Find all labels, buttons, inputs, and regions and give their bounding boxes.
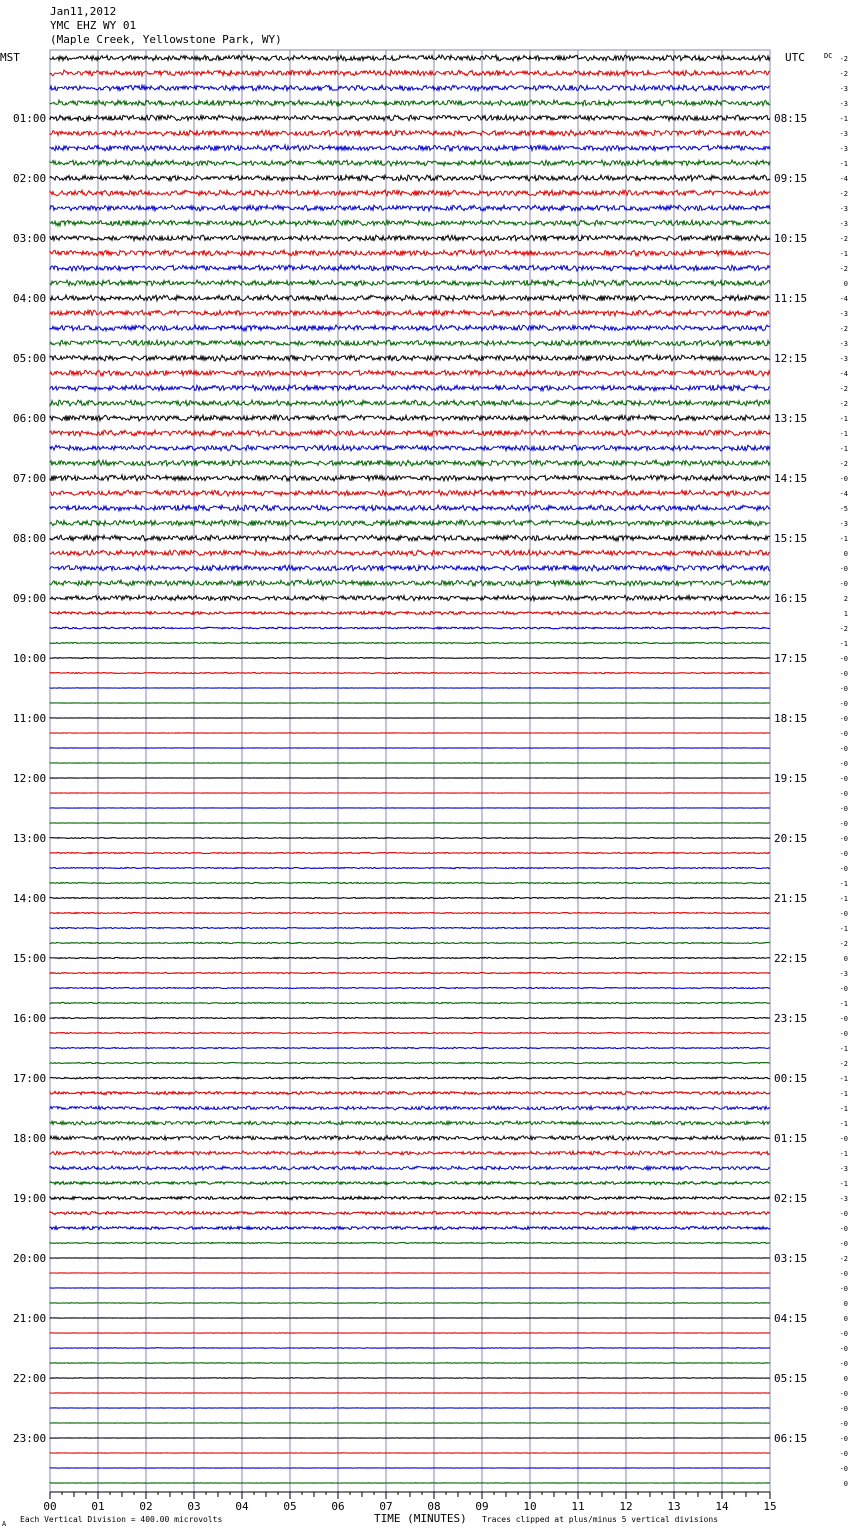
x-tick-label: 03 xyxy=(187,1500,200,1513)
dc-offset-value: -0 xyxy=(840,1465,848,1473)
station-location: (Maple Creek, Yellowstone Park, WY) xyxy=(50,33,282,46)
dc-offset-value: 0 xyxy=(844,955,848,963)
dc-offset-value: -2 xyxy=(840,625,848,633)
dc-offset-value: -0 xyxy=(840,910,848,918)
dc-offset-value: -4 xyxy=(840,175,848,183)
dc-offset-value: 0 xyxy=(844,280,848,288)
seismic-trace xyxy=(50,1062,770,1063)
utc-hour-label: 08:15 xyxy=(774,112,807,125)
dc-offset-value: -0 xyxy=(840,1030,848,1038)
utc-hour-label: 13:15 xyxy=(774,412,807,425)
left-timezone-label: MST xyxy=(0,51,20,64)
seismic-trace xyxy=(50,658,770,659)
dc-offset-value: -0 xyxy=(840,775,848,783)
utc-hour-label: 03:15 xyxy=(774,1252,807,1265)
seismic-trace xyxy=(50,475,770,481)
mst-hour-label: 12:00 xyxy=(13,772,46,785)
seismic-trace xyxy=(50,565,770,571)
seismic-trace xyxy=(50,1181,770,1184)
dc-offset-value: 0 xyxy=(844,1480,848,1488)
dc-offset-value: -2 xyxy=(840,70,848,78)
mst-hour-label: 20:00 xyxy=(13,1252,46,1265)
dc-offset-value: -0 xyxy=(840,850,848,858)
dc-offset-value: -3 xyxy=(840,1195,848,1203)
seismic-trace xyxy=(50,595,770,600)
seismic-trace xyxy=(50,1196,770,1199)
seismic-trace xyxy=(50,852,770,853)
dc-offset-value: -0 xyxy=(840,1135,848,1143)
seismic-trace xyxy=(50,1363,770,1364)
seismic-trace xyxy=(50,235,770,241)
dc-offset-header: DC xyxy=(824,52,832,60)
dc-offset-value: -1 xyxy=(840,1075,848,1083)
dc-offset-value: -1 xyxy=(840,1045,848,1053)
seismic-trace xyxy=(50,627,770,629)
mst-hour-label: 13:00 xyxy=(13,832,46,845)
seismic-trace xyxy=(50,490,770,496)
utc-hour-label: 05:15 xyxy=(774,1372,807,1385)
scale-note: Each Vertical Division = 400.00 microvolts xyxy=(20,1515,222,1524)
seismic-trace xyxy=(50,280,770,286)
seismic-trace xyxy=(50,385,770,391)
seismic-trace xyxy=(50,1166,770,1170)
seismic-trace xyxy=(50,85,770,91)
mst-hour-label: 08:00 xyxy=(13,532,46,545)
dc-offset-value: -0 xyxy=(840,760,848,768)
seismic-trace xyxy=(50,145,770,151)
seismic-trace xyxy=(50,1017,770,1018)
seismic-trace xyxy=(50,987,770,988)
seismic-trace xyxy=(50,1303,770,1304)
utc-hour-label: 17:15 xyxy=(774,652,807,665)
seismic-trace xyxy=(50,1032,770,1033)
seismic-trace xyxy=(50,445,770,451)
dc-offset-value: -2 xyxy=(840,55,848,63)
x-tick-label: 02 xyxy=(139,1500,152,1513)
utc-hour-label: 23:15 xyxy=(774,1012,807,1025)
dc-offset-value: -3 xyxy=(840,220,848,228)
seismic-trace xyxy=(50,310,770,316)
seismic-trace xyxy=(50,355,770,361)
x-tick-label: 15 xyxy=(763,1500,776,1513)
seismic-trace xyxy=(50,175,770,181)
seismic-trace xyxy=(50,867,770,868)
dc-offset-value: -1 xyxy=(840,430,848,438)
dc-offset-value: -0 xyxy=(840,790,848,798)
mst-hour-label: 06:00 xyxy=(13,412,46,425)
seismic-trace xyxy=(50,1002,770,1003)
seismic-trace xyxy=(50,370,770,376)
x-tick-label: 07 xyxy=(379,1500,392,1513)
seismic-trace xyxy=(50,130,770,136)
dc-offset-value: -3 xyxy=(840,85,848,93)
utc-hour-label: 18:15 xyxy=(774,712,807,725)
dc-offset-value: -0 xyxy=(840,1240,848,1248)
mst-hour-label: 03:00 xyxy=(13,232,46,245)
dc-offset-value: -0 xyxy=(840,475,848,483)
mst-hour-label: 10:00 xyxy=(13,652,46,665)
dc-offset-value: -0 xyxy=(840,1450,848,1458)
seismic-trace xyxy=(50,1226,770,1229)
dc-offset-value: -0 xyxy=(840,715,848,723)
seismic-trace xyxy=(50,460,770,466)
station-code: YMC EHZ WY 01 xyxy=(50,19,136,32)
mst-hour-label: 04:00 xyxy=(13,292,46,305)
x-tick-label: 13 xyxy=(667,1500,680,1513)
plot-date: Jan11,2012 xyxy=(50,5,116,18)
dc-offset-value: -0 xyxy=(840,1210,848,1218)
x-tick-label: 01 xyxy=(91,1500,104,1513)
seismic-trace xyxy=(50,1091,770,1094)
dc-offset-value: -0 xyxy=(840,1270,848,1278)
seismic-trace xyxy=(50,1077,770,1079)
utc-hour-label: 04:15 xyxy=(774,1312,807,1325)
utc-hour-label: 14:15 xyxy=(774,472,807,485)
dc-offset-value: -1 xyxy=(840,1090,848,1098)
x-tick-label: 06 xyxy=(331,1500,344,1513)
utc-hour-label: 06:15 xyxy=(774,1432,807,1445)
dc-offset-value: -3 xyxy=(840,340,848,348)
x-axis-title: TIME (MINUTES) xyxy=(374,1512,467,1525)
dc-offset-value: -0 xyxy=(840,670,848,678)
utc-hour-label: 20:15 xyxy=(774,832,807,845)
dc-offset-value: -1 xyxy=(840,535,848,543)
dc-offset-value: -2 xyxy=(840,385,848,393)
x-tick-label: 09 xyxy=(475,1500,488,1513)
dc-offset-value: -1 xyxy=(840,895,848,903)
dc-offset-value: -0 xyxy=(840,805,848,813)
mst-hour-label: 19:00 xyxy=(13,1192,46,1205)
dc-offset-value: -3 xyxy=(840,130,848,138)
dc-offset-value: -0 xyxy=(840,1345,848,1353)
dc-offset-value: -4 xyxy=(840,370,848,378)
dc-offset-value: -0 xyxy=(840,745,848,753)
utc-hour-label: 01:15 xyxy=(774,1132,807,1145)
dc-offset-value: -0 xyxy=(840,1330,848,1338)
dc-offset-value: -1 xyxy=(840,1150,848,1158)
dc-offset-value: -0 xyxy=(840,1360,848,1368)
dc-offset-value: -1 xyxy=(840,880,848,888)
dc-offset-value: -2 xyxy=(840,940,848,948)
seismic-trace xyxy=(50,942,770,943)
dc-offset-value: -1 xyxy=(840,415,848,423)
seismic-trace xyxy=(50,1151,770,1155)
seismic-trace xyxy=(50,1106,770,1110)
dc-offset-value: -0 xyxy=(840,655,848,663)
utc-hour-label: 19:15 xyxy=(774,772,807,785)
utc-hour-label: 00:15 xyxy=(774,1072,807,1085)
utc-hour-label: 21:15 xyxy=(774,892,807,905)
dc-offset-value: -0 xyxy=(840,1015,848,1023)
dc-offset-value: -3 xyxy=(840,145,848,153)
dc-offset-value: -1 xyxy=(840,1180,848,1188)
seismic-trace xyxy=(50,340,770,346)
dc-offset-value: -0 xyxy=(840,820,848,828)
dc-offset-value: -3 xyxy=(840,970,848,978)
dc-offset-value: -3 xyxy=(840,100,848,108)
dc-offset-value: 2 xyxy=(844,595,848,603)
dc-offset-value: -0 xyxy=(840,565,848,573)
seismic-trace xyxy=(50,100,770,106)
dc-offset-value: 0 xyxy=(844,1375,848,1383)
seismic-trace xyxy=(50,70,770,76)
x-tick-label: 00 xyxy=(43,1500,56,1513)
dc-offset-value: -4 xyxy=(840,490,848,498)
seismic-trace xyxy=(50,1378,770,1379)
mst-hour-label: 01:00 xyxy=(13,112,46,125)
seismic-trace xyxy=(50,250,770,256)
mst-hour-label: 11:00 xyxy=(13,712,46,725)
dc-offset-value: 0 xyxy=(844,1315,848,1323)
mst-hour-label: 05:00 xyxy=(13,352,46,365)
dc-offset-value: -2 xyxy=(840,1255,848,1263)
utc-hour-label: 11:15 xyxy=(774,292,807,305)
dc-offset-value: -0 xyxy=(840,1405,848,1413)
seismic-trace xyxy=(50,1136,770,1141)
dc-offset-value: -1 xyxy=(840,640,848,648)
seismic-trace xyxy=(50,1121,770,1125)
seismic-trace xyxy=(50,550,770,556)
seismic-trace xyxy=(50,672,770,673)
seismic-trace xyxy=(50,190,770,196)
dc-offset-value: -0 xyxy=(840,700,848,708)
dc-offset-value: -1 xyxy=(840,250,848,258)
mst-hour-label: 14:00 xyxy=(13,892,46,905)
dc-offset-value: -0 xyxy=(840,985,848,993)
x-tick-label: 04 xyxy=(235,1500,249,1513)
dc-offset-value: -5 xyxy=(840,505,848,513)
x-tick-label: 05 xyxy=(283,1500,296,1513)
seismic-trace xyxy=(50,927,770,928)
mst-hour-label: 07:00 xyxy=(13,472,46,485)
dc-offset-value: -2 xyxy=(840,400,848,408)
utc-hour-label: 16:15 xyxy=(774,592,807,605)
seismic-trace xyxy=(50,912,770,913)
dc-offset-value: -2 xyxy=(840,235,848,243)
seismic-trace xyxy=(50,882,770,883)
x-tick-label: 08 xyxy=(427,1500,440,1513)
seismic-trace xyxy=(50,520,770,526)
dc-offset-value: -3 xyxy=(840,205,848,213)
utc-hour-label: 22:15 xyxy=(774,952,807,965)
mst-hour-label: 21:00 xyxy=(13,1312,46,1325)
dc-offset-value: -0 xyxy=(840,1420,848,1428)
seismic-trace xyxy=(50,325,770,331)
dc-offset-value: -0 xyxy=(840,1285,848,1293)
dc-offset-value: -0 xyxy=(840,1390,848,1398)
clip-note: Traces clipped at plus/minus 5 vertical divisions xyxy=(482,1515,718,1524)
utc-hour-label: 12:15 xyxy=(774,352,807,365)
dc-offset-value: -2 xyxy=(840,265,848,273)
dc-offset-value: -3 xyxy=(840,310,848,318)
seismic-trace xyxy=(50,160,770,166)
dc-offset-value: 0 xyxy=(844,550,848,558)
seismic-trace xyxy=(50,505,770,511)
seismic-trace xyxy=(50,1211,770,1214)
dc-offset-value: -1 xyxy=(840,115,848,123)
corner-mark: A xyxy=(2,1520,6,1528)
dc-offset-value: -0 xyxy=(840,835,848,843)
seismic-trace xyxy=(50,295,770,301)
dc-offset-value: -2 xyxy=(840,1060,848,1068)
dc-offset-value: -4 xyxy=(840,295,848,303)
seismic-trace xyxy=(50,580,770,586)
dc-offset-value: -0 xyxy=(840,685,848,693)
seismic-trace xyxy=(50,115,770,121)
utc-hour-label: 15:15 xyxy=(774,532,807,545)
seismic-trace xyxy=(50,205,770,211)
mst-hour-label: 15:00 xyxy=(13,952,46,965)
dc-offset-value: -0 xyxy=(840,730,848,738)
dc-offset-value: -0 xyxy=(840,1435,848,1443)
seismic-trace xyxy=(50,1047,770,1048)
dc-offset-value: 0 xyxy=(844,1300,848,1308)
x-tick-label: 11 xyxy=(571,1500,584,1513)
dc-offset-value: -1 xyxy=(840,1105,848,1113)
x-tick-label: 14 xyxy=(715,1500,729,1513)
seismic-trace xyxy=(50,415,770,421)
dc-offset-value: -3 xyxy=(840,1165,848,1173)
dc-offset-value: -1 xyxy=(840,1120,848,1128)
seismic-trace xyxy=(50,400,770,406)
seismic-trace xyxy=(50,1242,770,1243)
utc-hour-label: 10:15 xyxy=(774,232,807,245)
x-tick-label: 12 xyxy=(619,1500,632,1513)
seismic-trace xyxy=(50,838,770,839)
dc-offset-value: -1 xyxy=(840,160,848,168)
dc-offset-value: -1 xyxy=(840,1000,848,1008)
seismic-trace xyxy=(50,611,770,614)
dc-offset-value: -0 xyxy=(840,580,848,588)
mst-hour-label: 22:00 xyxy=(13,1372,46,1385)
seismic-trace xyxy=(50,430,770,436)
mst-hour-label: 17:00 xyxy=(13,1072,46,1085)
mst-hour-label: 09:00 xyxy=(13,592,46,605)
utc-hour-label: 02:15 xyxy=(774,1192,807,1205)
dc-offset-value: -2 xyxy=(840,460,848,468)
seismic-trace xyxy=(50,957,770,958)
dc-offset-value: -3 xyxy=(840,355,848,363)
dc-offset-value: -0 xyxy=(840,865,848,873)
dc-offset-value: 1 xyxy=(844,610,848,618)
seismic-trace xyxy=(50,1348,770,1349)
seismic-trace xyxy=(50,642,770,643)
mst-hour-label: 16:00 xyxy=(13,1012,46,1025)
dc-offset-value: -0 xyxy=(840,1225,848,1233)
dc-offset-value: -2 xyxy=(840,190,848,198)
seismic-trace xyxy=(50,535,770,541)
dc-offset-value: -3 xyxy=(840,520,848,528)
mst-hour-label: 23:00 xyxy=(13,1432,46,1445)
x-tick-label: 10 xyxy=(523,1500,536,1513)
dc-offset-value: -2 xyxy=(840,325,848,333)
dc-offset-value: -1 xyxy=(840,445,848,453)
mst-hour-label: 18:00 xyxy=(13,1132,46,1145)
seismic-trace xyxy=(50,220,770,226)
dc-offset-value: -1 xyxy=(840,925,848,933)
right-timezone-label: UTC xyxy=(785,51,805,64)
seismic-trace xyxy=(50,972,770,973)
seismic-trace xyxy=(50,265,770,271)
seismic-trace xyxy=(50,897,770,898)
seismic-trace xyxy=(50,55,770,61)
utc-hour-label: 09:15 xyxy=(774,172,807,185)
mst-hour-label: 02:00 xyxy=(13,172,46,185)
